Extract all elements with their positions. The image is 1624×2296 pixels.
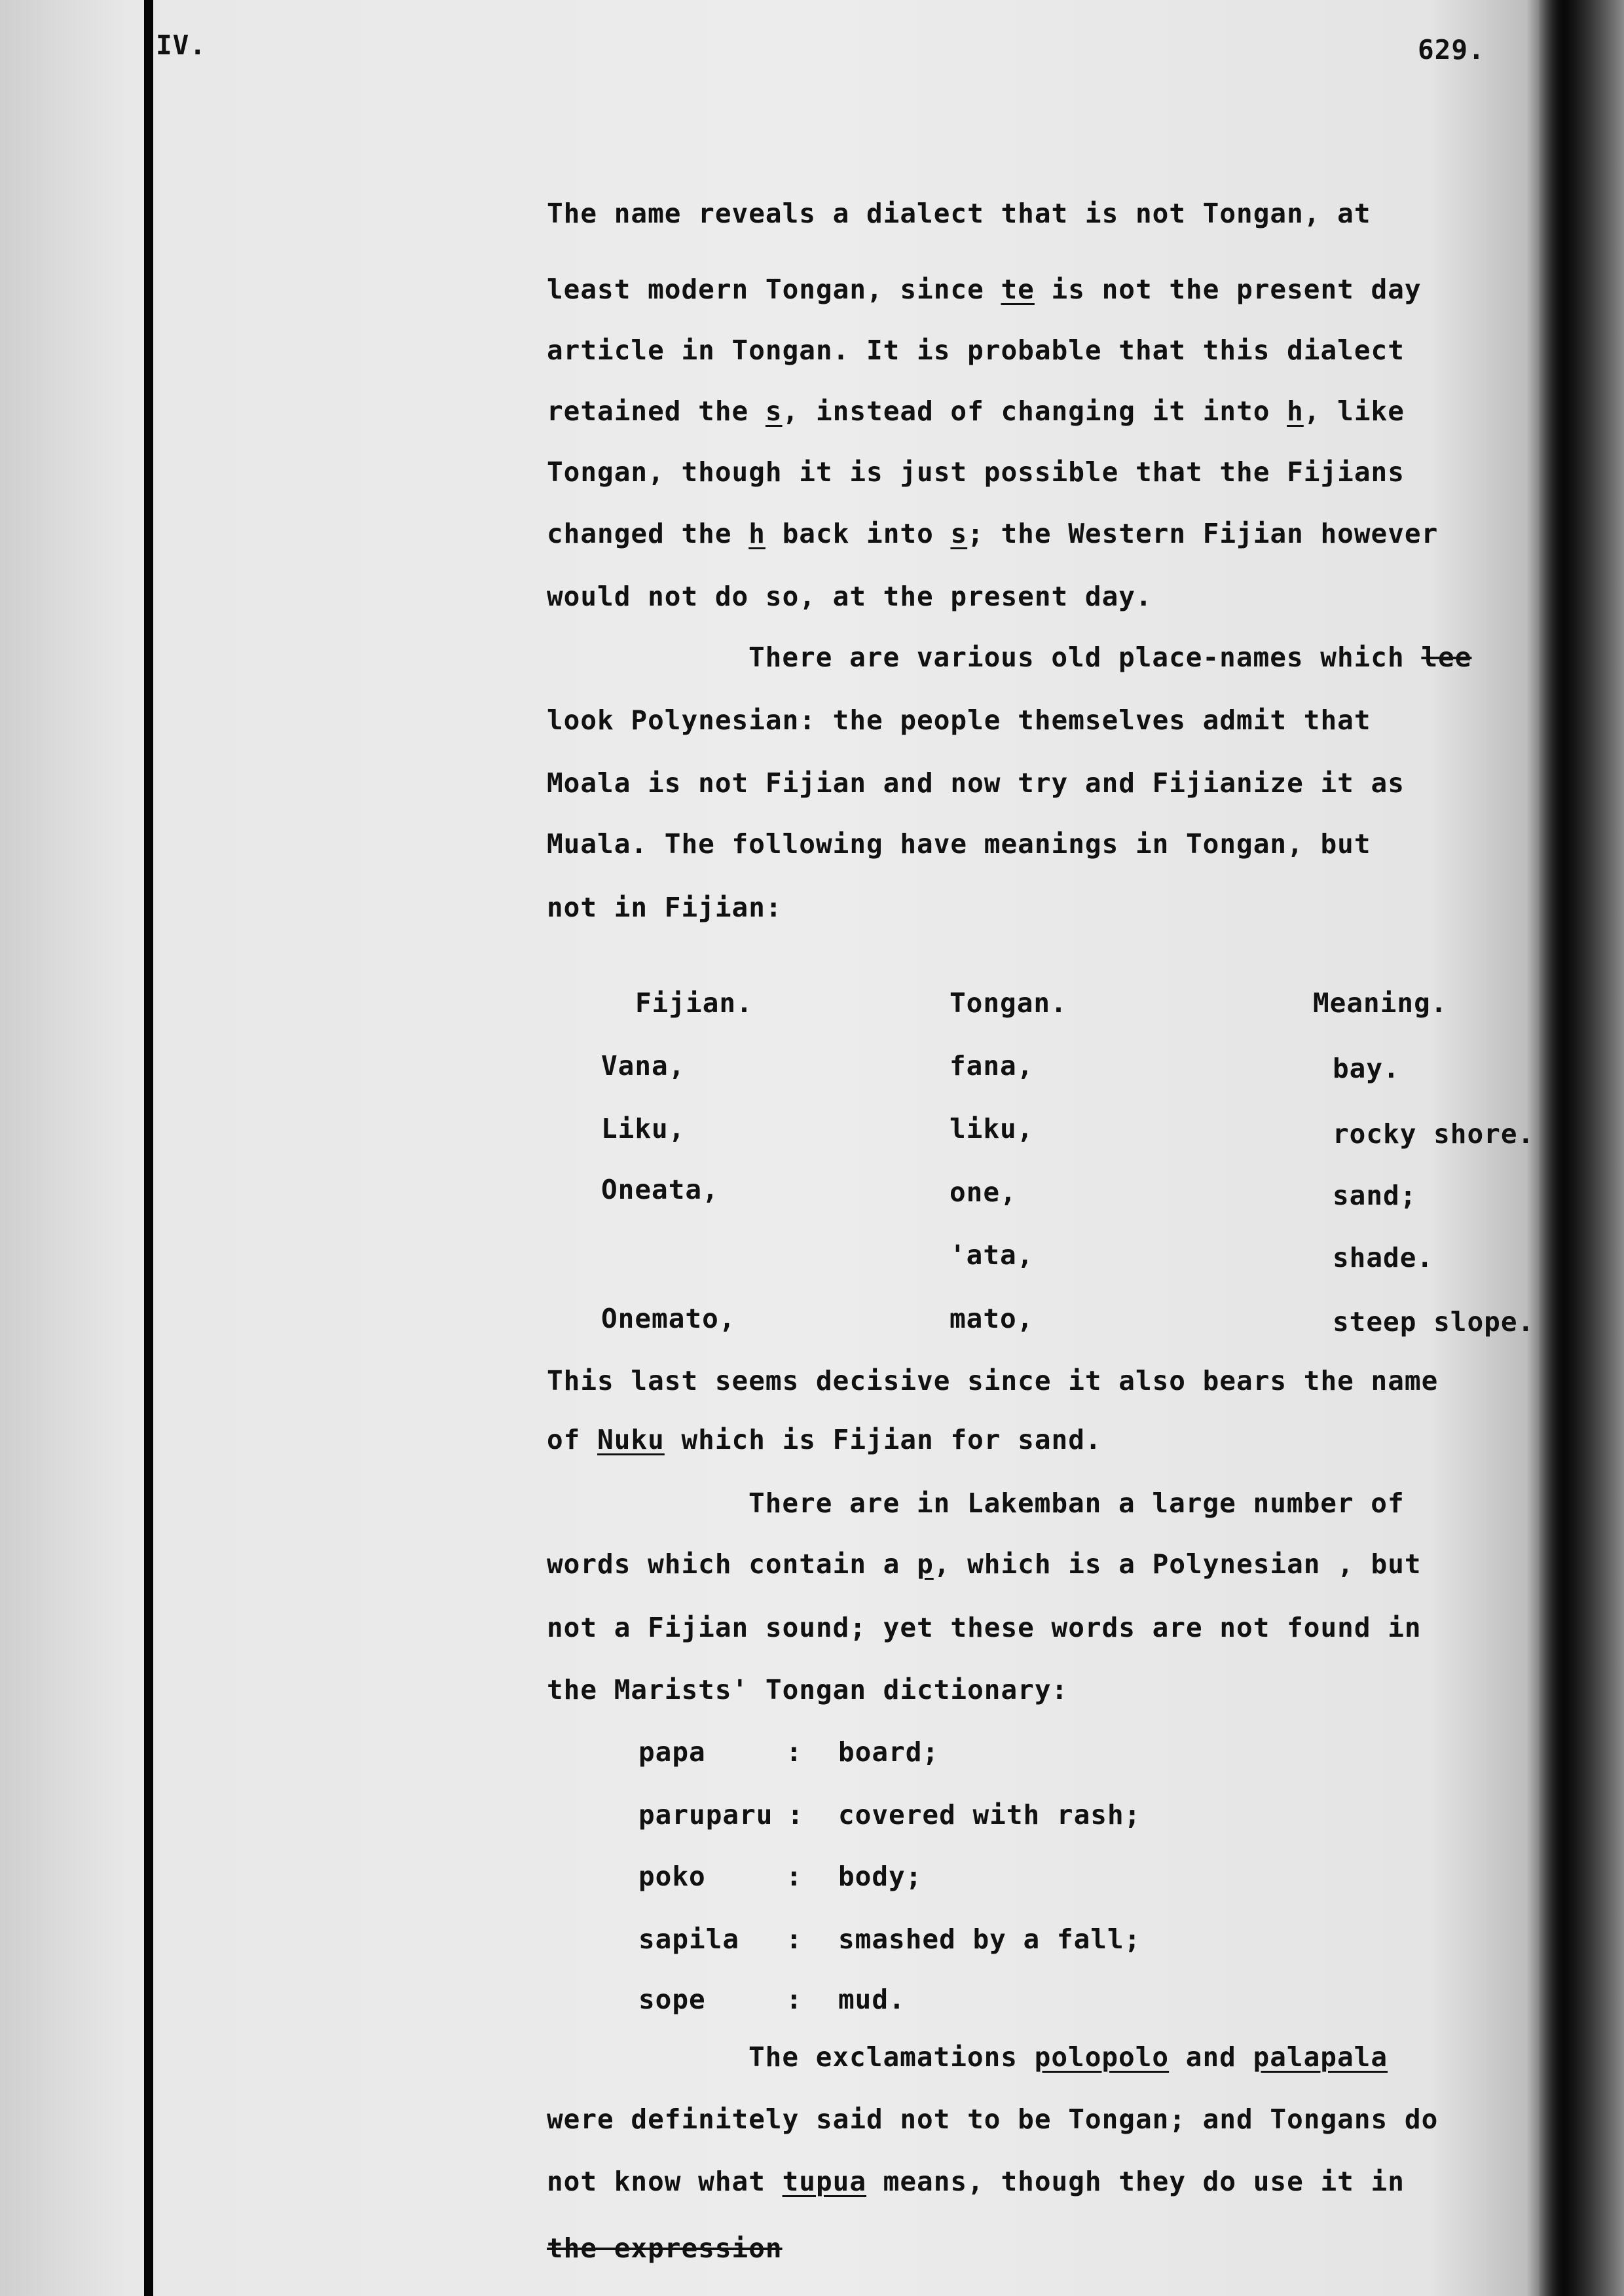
underlined-letter: s — [950, 518, 968, 549]
word-list-colon: : — [786, 1984, 803, 2015]
text-run: not a Fijian sound; yet these words are not found in — [547, 1612, 1422, 1643]
text-run: is not the present day — [1034, 274, 1422, 305]
table-cell: Oneata, — [601, 1174, 719, 1205]
word-list-term: papa — [638, 1736, 706, 1768]
text-run: , instead of changing it into — [782, 395, 1287, 427]
text-run: There are various old place-names which — [748, 642, 1422, 673]
text-run: the Marists' Tongan dictionary: — [547, 1674, 1069, 1705]
para1-line6 — [547, 518, 1438, 549]
word-list-colon: : — [787, 1799, 804, 1831]
text-run: article in Tongan. It is probable that this dialect — [547, 335, 1405, 366]
text-run: , like — [1303, 395, 1405, 427]
text-run: changed the — [547, 518, 749, 549]
struck-out-text: the expression — [547, 2232, 783, 2264]
table-cell: sand; — [1333, 1180, 1417, 1211]
para4-line3 — [547, 1612, 1422, 1643]
table-header-fijian: Fijian. — [635, 987, 753, 1019]
text-run: not in Fijian: — [547, 892, 783, 923]
text-run: The name reveals a dialect that is not Tongan, at — [547, 198, 1371, 229]
para4-line1 — [748, 1487, 1405, 1519]
table-cell: Liku, — [601, 1113, 686, 1144]
para5-line3 — [547, 2166, 1405, 2197]
underlined-word: palapala — [1253, 2041, 1388, 2073]
text-run: , which is a Polynesian , but — [933, 1548, 1422, 1580]
para2-line1 — [748, 642, 1471, 673]
para1-line2 — [547, 274, 1422, 305]
underlined-letter: h — [1287, 395, 1304, 427]
text-run: would not do so, at the present day. — [547, 581, 1153, 612]
para2-line4 — [547, 828, 1371, 860]
word-list-term: paruparu — [638, 1799, 773, 1831]
text-run: of — [547, 1424, 598, 1455]
para1-line7 — [547, 581, 1153, 612]
text-run: words which contain a — [547, 1548, 917, 1580]
word-list-colon: : — [786, 1736, 803, 1768]
table-header-meaning: Meaning. — [1313, 987, 1448, 1019]
table-cell: mato, — [950, 1303, 1034, 1334]
text-run: Tongan, though it is just possible that the Fijians — [547, 456, 1405, 488]
word-list-meaning: smashed by a fall; — [838, 1923, 1141, 1955]
word-list-term: sapila — [638, 1923, 740, 1955]
text-run: were definitely said not to be Tongan; and Tongans do — [547, 2104, 1439, 2135]
word-list-colon: : — [786, 1861, 803, 1892]
table-header-tongan: Tongan. — [950, 987, 1067, 1019]
para5-line2 — [547, 2104, 1438, 2135]
underlined-word: Nuku — [597, 1424, 665, 1455]
underlined-word: polopolo — [1034, 2041, 1170, 2073]
table-cell: shade. — [1333, 1242, 1434, 1273]
para1-line5 — [547, 456, 1405, 488]
para3-line1 — [547, 1365, 1438, 1396]
para2-line5 — [547, 892, 783, 923]
text-run: Muala. The following have meanings in Tongan, but — [547, 828, 1371, 860]
table-cell: liku, — [950, 1113, 1034, 1144]
text-run: look Polynesian: the people themselves admit that — [547, 704, 1371, 736]
underlined-letter: h — [748, 518, 766, 549]
para4-line2 — [547, 1548, 1422, 1580]
text-run: means, though they do use it in — [866, 2166, 1405, 2197]
para3-line2 — [547, 1424, 1102, 1455]
para1-line3 — [547, 335, 1405, 366]
word-list-meaning: board; — [838, 1736, 940, 1768]
text-run: There are in Lakemban a large number of — [748, 1487, 1405, 1519]
table-cell: Onemato, — [601, 1303, 736, 1334]
chapter-mark: IV. — [156, 29, 207, 61]
text-run: back into — [765, 518, 951, 549]
para5-line1 — [748, 2041, 1388, 2073]
text-run: The exclamations — [748, 2041, 1035, 2073]
word-list-term: poko — [638, 1861, 706, 1892]
word-list-term: sope — [638, 1984, 706, 2015]
underlined-word: te — [1001, 274, 1035, 305]
page-edge-shadow — [1539, 0, 1624, 2296]
para1-line4 — [547, 395, 1405, 427]
text-run: and — [1169, 2041, 1253, 2073]
para1-line1 — [547, 198, 1371, 229]
word-list-meaning: body; — [838, 1861, 923, 1892]
para2-line2 — [547, 704, 1371, 736]
text-run: Moala is not Fijian and now try and Fijianize it as — [547, 767, 1405, 799]
text-run: which is Fijian for sand. — [664, 1424, 1102, 1455]
word-list-colon: : — [786, 1923, 803, 1955]
table-cell: one, — [950, 1176, 1017, 1208]
table-cell: rocky shore. — [1333, 1118, 1535, 1150]
word-list-meaning: covered with rash; — [838, 1799, 1141, 1831]
table-cell: 'ata, — [950, 1239, 1034, 1271]
para4-line4 — [547, 1674, 1068, 1705]
underlined-word: tupua — [782, 2166, 866, 2197]
binding-margin-line — [144, 0, 153, 2296]
text-run: not know what — [547, 2166, 783, 2197]
text-run: This last seems decisive since it also bears the name — [547, 1365, 1439, 1396]
table-cell: steep slope. — [1333, 1306, 1535, 1338]
para5-line4 — [547, 2232, 783, 2264]
page-number: 629. — [1418, 34, 1485, 65]
table-cell: fana, — [950, 1050, 1034, 1082]
text-run: retained the — [547, 395, 766, 427]
table-cell: Vana, — [601, 1050, 686, 1082]
underlined-letter: p — [917, 1548, 934, 1580]
underlined-letter: s — [765, 395, 783, 427]
word-list-meaning: mud. — [838, 1984, 906, 2015]
para2-line3 — [547, 767, 1405, 799]
text-run: ; the Western Fijian however — [967, 518, 1439, 549]
table-cell: bay. — [1333, 1053, 1400, 1084]
struck-out-word: lee — [1421, 642, 1472, 673]
text-run: least modern Tongan, since — [547, 274, 1001, 305]
